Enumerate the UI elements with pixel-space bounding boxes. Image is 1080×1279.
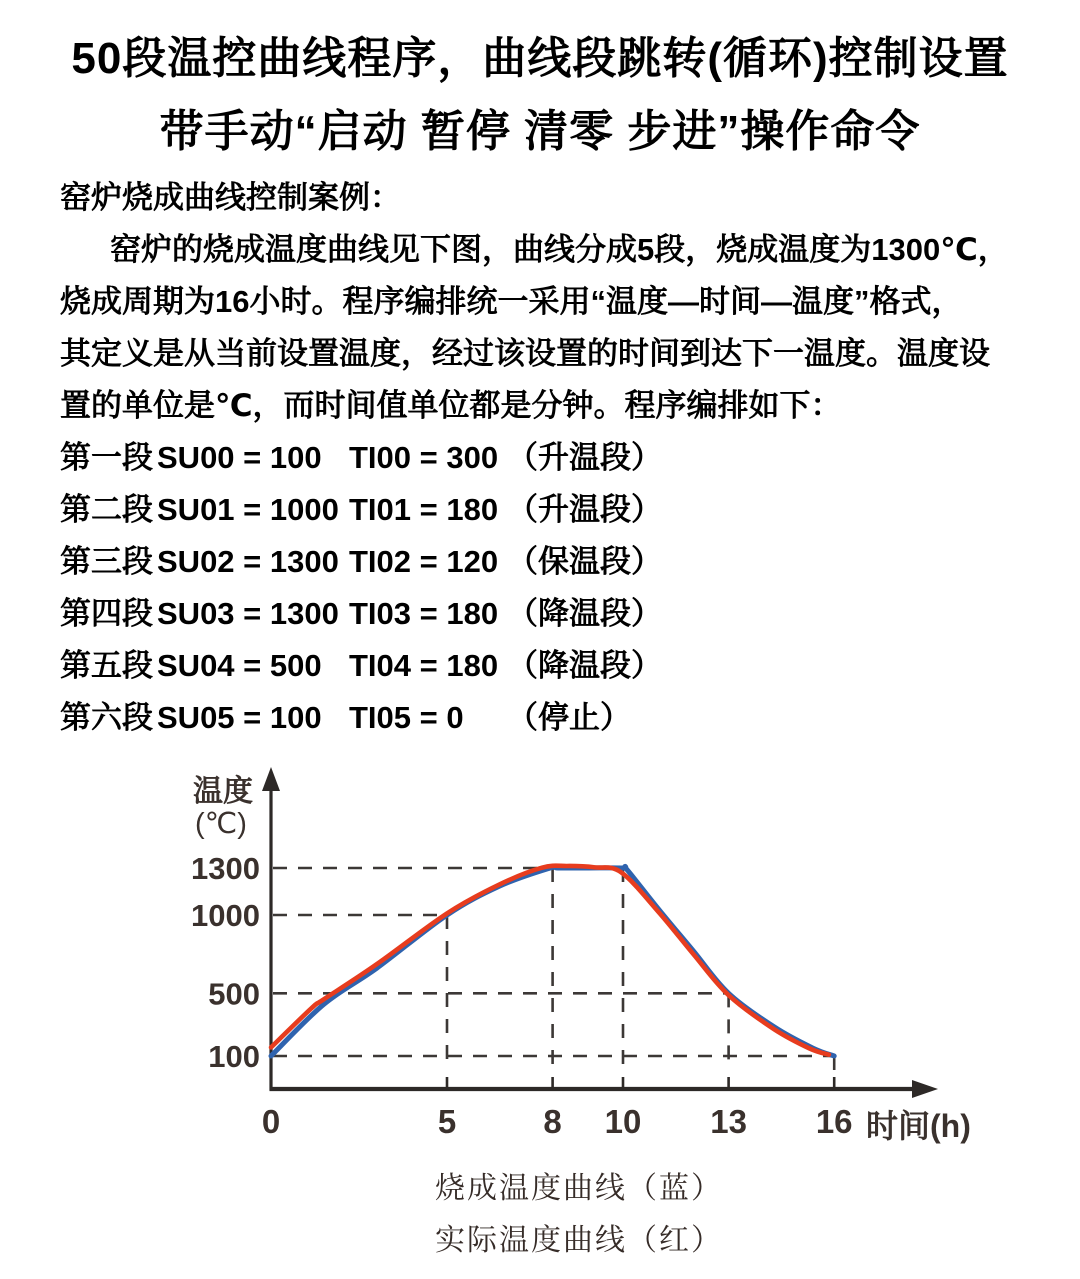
x-axis-title: 时间(h)	[866, 1108, 971, 1144]
segment-note: （降温段）	[507, 648, 662, 683]
segment-note: （保温段）	[507, 544, 662, 579]
paragraph-line: 窑炉的烧成温度曲线见下图，曲线分成5段，烧成温度为1300℃，	[110, 232, 1009, 267]
segment-ti-value: TI01 = 180	[349, 492, 499, 527]
paragraph-line: 置的单位是℃，而时间值单位都是分钟。程序编排如下：	[60, 388, 842, 423]
y-tick-label: 1300	[191, 850, 260, 886]
case-heading: 窑炉烧成曲线控制案例：	[60, 180, 401, 215]
segment-su-value: SU04 = 500	[157, 648, 322, 683]
paragraph-line: 烧成周期为16小时。程序编排统一采用“温度—时间—温度”格式，	[60, 284, 963, 319]
segment-label: 第二段	[60, 492, 153, 527]
segment-su-value: SU01 = 1000	[157, 492, 339, 527]
page-title-line-2: 带手动“启动 暂停 清零 步进”操作命令	[159, 107, 921, 156]
segment-su-value: SU05 = 100	[157, 700, 322, 735]
segment-ti-value: TI02 = 120	[349, 544, 499, 579]
segment-su-value: SU03 = 1300	[157, 596, 339, 631]
x-tick-label: 8	[543, 1103, 562, 1140]
segment-ti-value: TI03 = 180	[349, 596, 499, 631]
x-tick-label: 10	[604, 1103, 642, 1140]
segment-su-value: SU00 = 100	[157, 440, 322, 475]
y-axis-unit: (℃)	[195, 808, 247, 840]
curve-actual-red	[271, 866, 829, 1055]
legend-red-label: 实际温度曲线（红）	[435, 1224, 723, 1257]
y-tick-label: 500	[208, 976, 260, 1012]
segment-note: （升温段）	[507, 492, 662, 527]
y-tick-label: 1000	[191, 897, 260, 933]
segment-note: （升温段）	[507, 440, 662, 475]
segment-ti-value: TI05 = 0	[349, 700, 464, 735]
segment-label: 第一段	[60, 440, 153, 475]
x-tick-label: 13	[710, 1103, 747, 1140]
y-tick-label: 100	[208, 1039, 260, 1074]
segment-ti-value: TI00 = 300	[349, 440, 499, 475]
segment-su-value: SU02 = 1300	[157, 544, 339, 579]
y-axis-arrow-icon	[262, 767, 280, 791]
x-axis-arrow-icon	[912, 1080, 938, 1098]
segment-label: 第三段	[60, 544, 153, 579]
segment-note: （停止）	[507, 700, 631, 735]
segment-note: （降温段）	[507, 596, 662, 631]
x-tick-label: 0	[261, 1103, 281, 1140]
paragraph-line: 其定义是从当前设置温度，经过该设置的时间到达下一温度。温度设	[60, 336, 990, 371]
x-tick-label: 16	[815, 1103, 853, 1140]
segment-label: 第五段	[60, 648, 153, 683]
segment-label: 第六段	[60, 700, 153, 735]
y-axis-title: 温度	[193, 775, 253, 808]
segment-ti-value: TI04 = 180	[349, 648, 499, 683]
legend-blue-label: 烧成温度曲线（蓝）	[435, 1172, 723, 1205]
x-tick-label: 5	[437, 1103, 457, 1140]
segment-label: 第四段	[60, 596, 153, 631]
page-title-line-1: 50段温控曲线程序，曲线段跳转(循环)控制设置	[71, 34, 1009, 83]
